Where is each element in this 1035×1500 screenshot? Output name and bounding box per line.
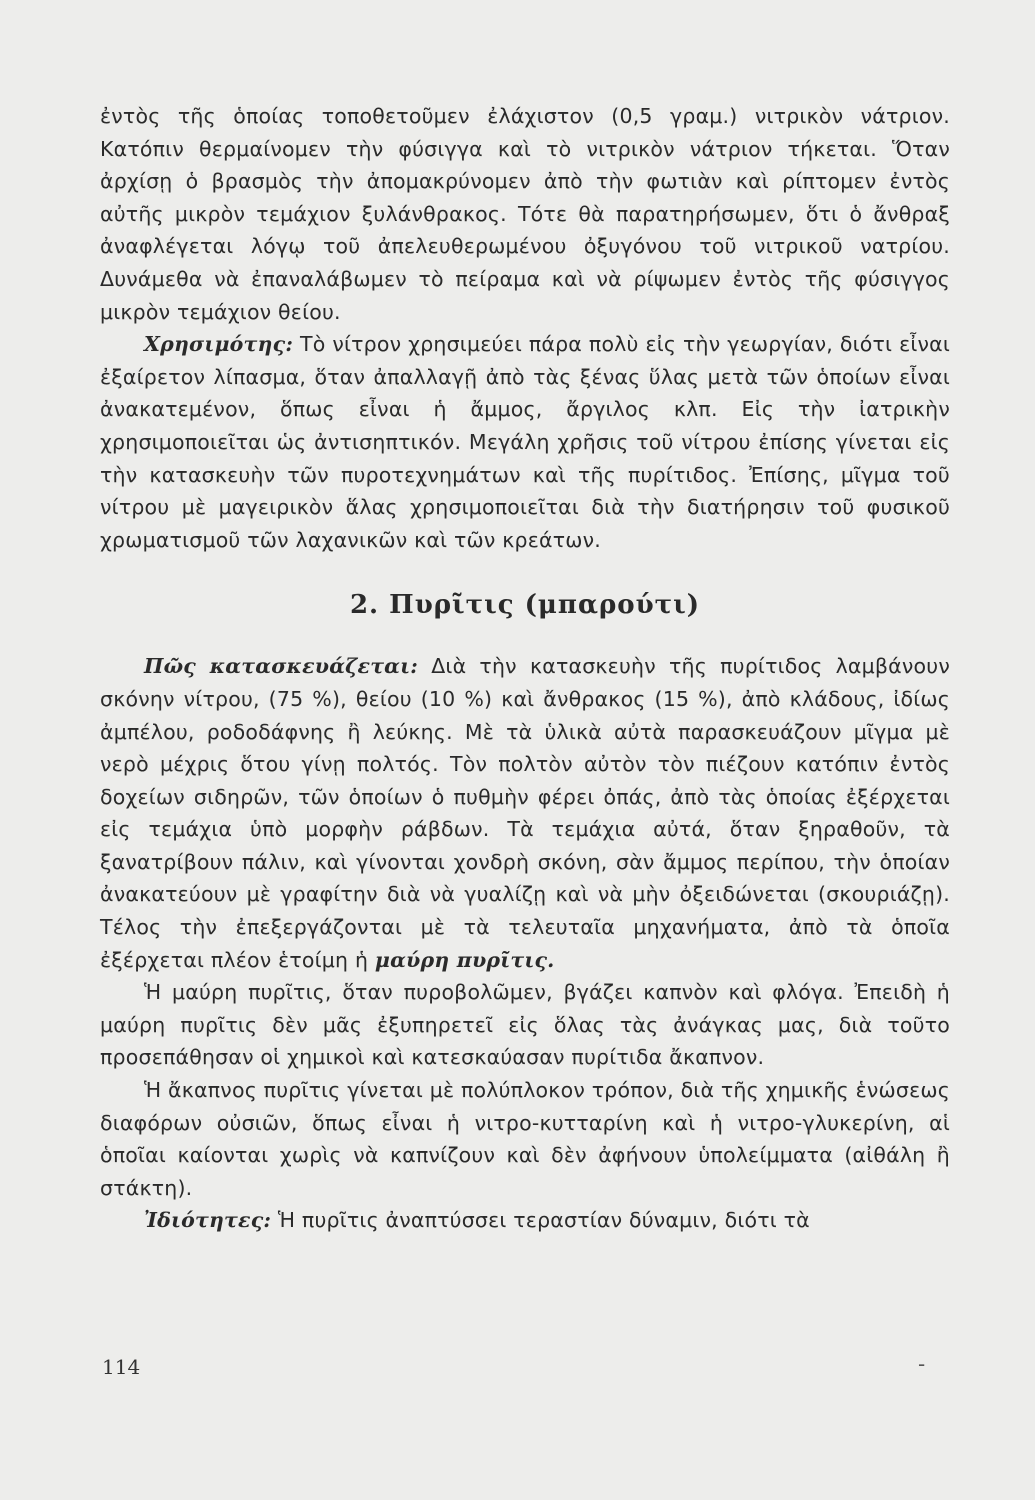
paragraph-manufacture <box>100 650 950 976</box>
manufacture-text: Διὰ τὴν κατασκευὴν τῆς πυρίτιδος λαμβάνουν σκόνην νίτρου, (75 %), θείου (10 %) καὶ ἄνθρακος (15 %), ἀπὸ κλάδους, ἰδίως ἀμπέλου, ροδοδάφνης ἢ λεύκης. Μὲ τὰ ὑλικὰ αὐτὰ παρασκευάζουν μῖγμα μὲ νερὸ μέχρις ὅτου γίνῃ πολτός. Τὸν πολτὸν αὐτὸν τὸν πιέζουν κατόπιν ἐντὸς δοχείων σιδηρῶν, τῶν ὁποίων ὁ πυθμὴν φέρει ὀπάς, ἀπὸ τὰς ὁποίας ἐξέρχεται εἰς τεμάχια ὑπὸ μορφὴν ράβδων. Τὰ τεμάχια αὐτά, ὅταν ξηραθοῦν, τὰ ξανατρίβουν πάλιν, καὶ γίνονται χονδρὴ σκόνη, σὰν ἄμμος περίπου, τὴν ὁποίαν ἀνακατεύουν μὲ γραφίτην διὰ νὰ γυαλίζῃ καὶ νὰ μὴν ὀξειδώνεται (σκουριάζῃ). Τέλος τὴν ἐπεξεργάζονται μὲ τὰ τελευταῖα μηχανήματα, ἀπὸ τὰ ὁποῖα ἐξέρχεται πλέον ἑτοίμη ἡ <box>100 654 950 972</box>
uses-text: Τὸ νίτρον χρησιμεύει πάρα πολὺ εἰς τὴν γεωργίαν, διότι εἶναι ἐξαίρετον λίπασμα, ὅταν ἀπαλλαγῇ ἀπὸ τὰς ξένας ὕλας μετὰ τῶν ὁποίων εἶναι ἀνακατεμένον, ὅπως εἶναι ἡ ἄμμος, ἄργιλος κλπ. Εἰς τὴν ἰατρικὴν χρησιμοποιεῖται ὡς ἀντισηπτικόν. Μεγάλη χρῆσις τοῦ νίτρου ἐπίσης γίνεται εἰς τὴν κατασκευὴν τῶν πυροτεχνημάτων καὶ τῆς πυρίτιδος. Ἐπίσης, μῖγμα τοῦ νίτρου μὲ μαγειρικὸν ἅλας χρησιμοποιεῖται διὰ τὴν διατήρησιν τοῦ φυσικοῦ χρωματισμοῦ τῶν λαχανικῶν καὶ τῶν κρεάτων. <box>100 332 950 552</box>
paragraph-black-powder: Ἡ μαύρη πυρῖτις, ὅταν πυροβολῶμεν, βγάζει καπνὸν καὶ φλόγα. Ἐπειδὴ ἡ μαύρη πυρῖτις δὲν μᾶς ἐξυπηρετεῖ εἰς ὅλας τὰς ἀνάγκας μας, διὰ τοῦτο προσεπάθησαν οἱ χημικοὶ καὶ κατεσκαύασαν πυρίτιδα ἄκαπνον. <box>100 980 950 1070</box>
page-body <box>100 100 950 1237</box>
section-heading: 2. Πυρῖτις (μπαρούτι) <box>349 590 701 621</box>
paragraph-experiment: ἐντὸς τῆς ὁποίας τοποθετοῦμεν ἐλάχιστον (0,5 γραμ.) νιτρικὸν νάτριον. Κατόπιν θερμαίνομεν τὴν φύσιγγα καὶ τὸ νιτρικὸν νάτριον τήκεται. Ὅταν ἀρχίσῃ ὁ βρασμὸς τὴν ἀπομακρύνομεν ἀπὸ τὴν φωτιὰν καὶ ρίπτομεν ἐντὸς αὐτῆς μικρὸν τεμάχιον ξυλάνθρακος. Τότε θὰ παρατηρήσωμεν, ὅτι ὁ ἄνθραξ ἀναφλέγεται λόγῳ τοῦ ἀπελευθερωμένου ὀξυγόνου τοῦ νιτρικοῦ νατρίου. Δυνάμεθα νὰ ἐπαναλάβωμεν τὸ πείραμα καὶ νὰ ρίψωμεν ἐντὸς τῆς φύσιγγος μικρὸν τεμάχιον θείου. <box>100 104 950 324</box>
properties-lead: Ἰδιότητες: <box>144 1208 272 1233</box>
paragraph-uses <box>100 328 950 556</box>
paragraph-properties <box>100 1204 950 1237</box>
properties-text: Ἡ πυρῖτις ἀναπτύσσει τεραστίαν δύναμιν, διότι τὰ <box>277 1208 810 1233</box>
corner-mark: - <box>918 1352 926 1376</box>
manufacture-lead: Πῶς κατασκευάζεται: <box>144 654 419 679</box>
black-powder-term: μαύρη πυρῖτις. <box>374 947 555 972</box>
paragraph-smokeless: Ἡ ἄκαπνος πυρῖτις γίνεται μὲ πολύπλοκον τρόπον, διὰ τῆς χημικῆς ἑνώσεως διαφόρων οὐσιῶν, ὅπως εἶναι ἡ νιτρο-κυτταρίνη καὶ ἡ νιτρο-γλυκερίνη, αἱ ὁποῖαι καίονται χωρὶς νὰ καπνίζουν καὶ δὲν ἀφήνουν ὑπολείμματα (αἰθάλη ἢ στάκτη). <box>100 1078 950 1200</box>
page-number: 114 <box>102 1355 141 1379</box>
uses-lead: Χρησιμότης: <box>144 332 294 357</box>
